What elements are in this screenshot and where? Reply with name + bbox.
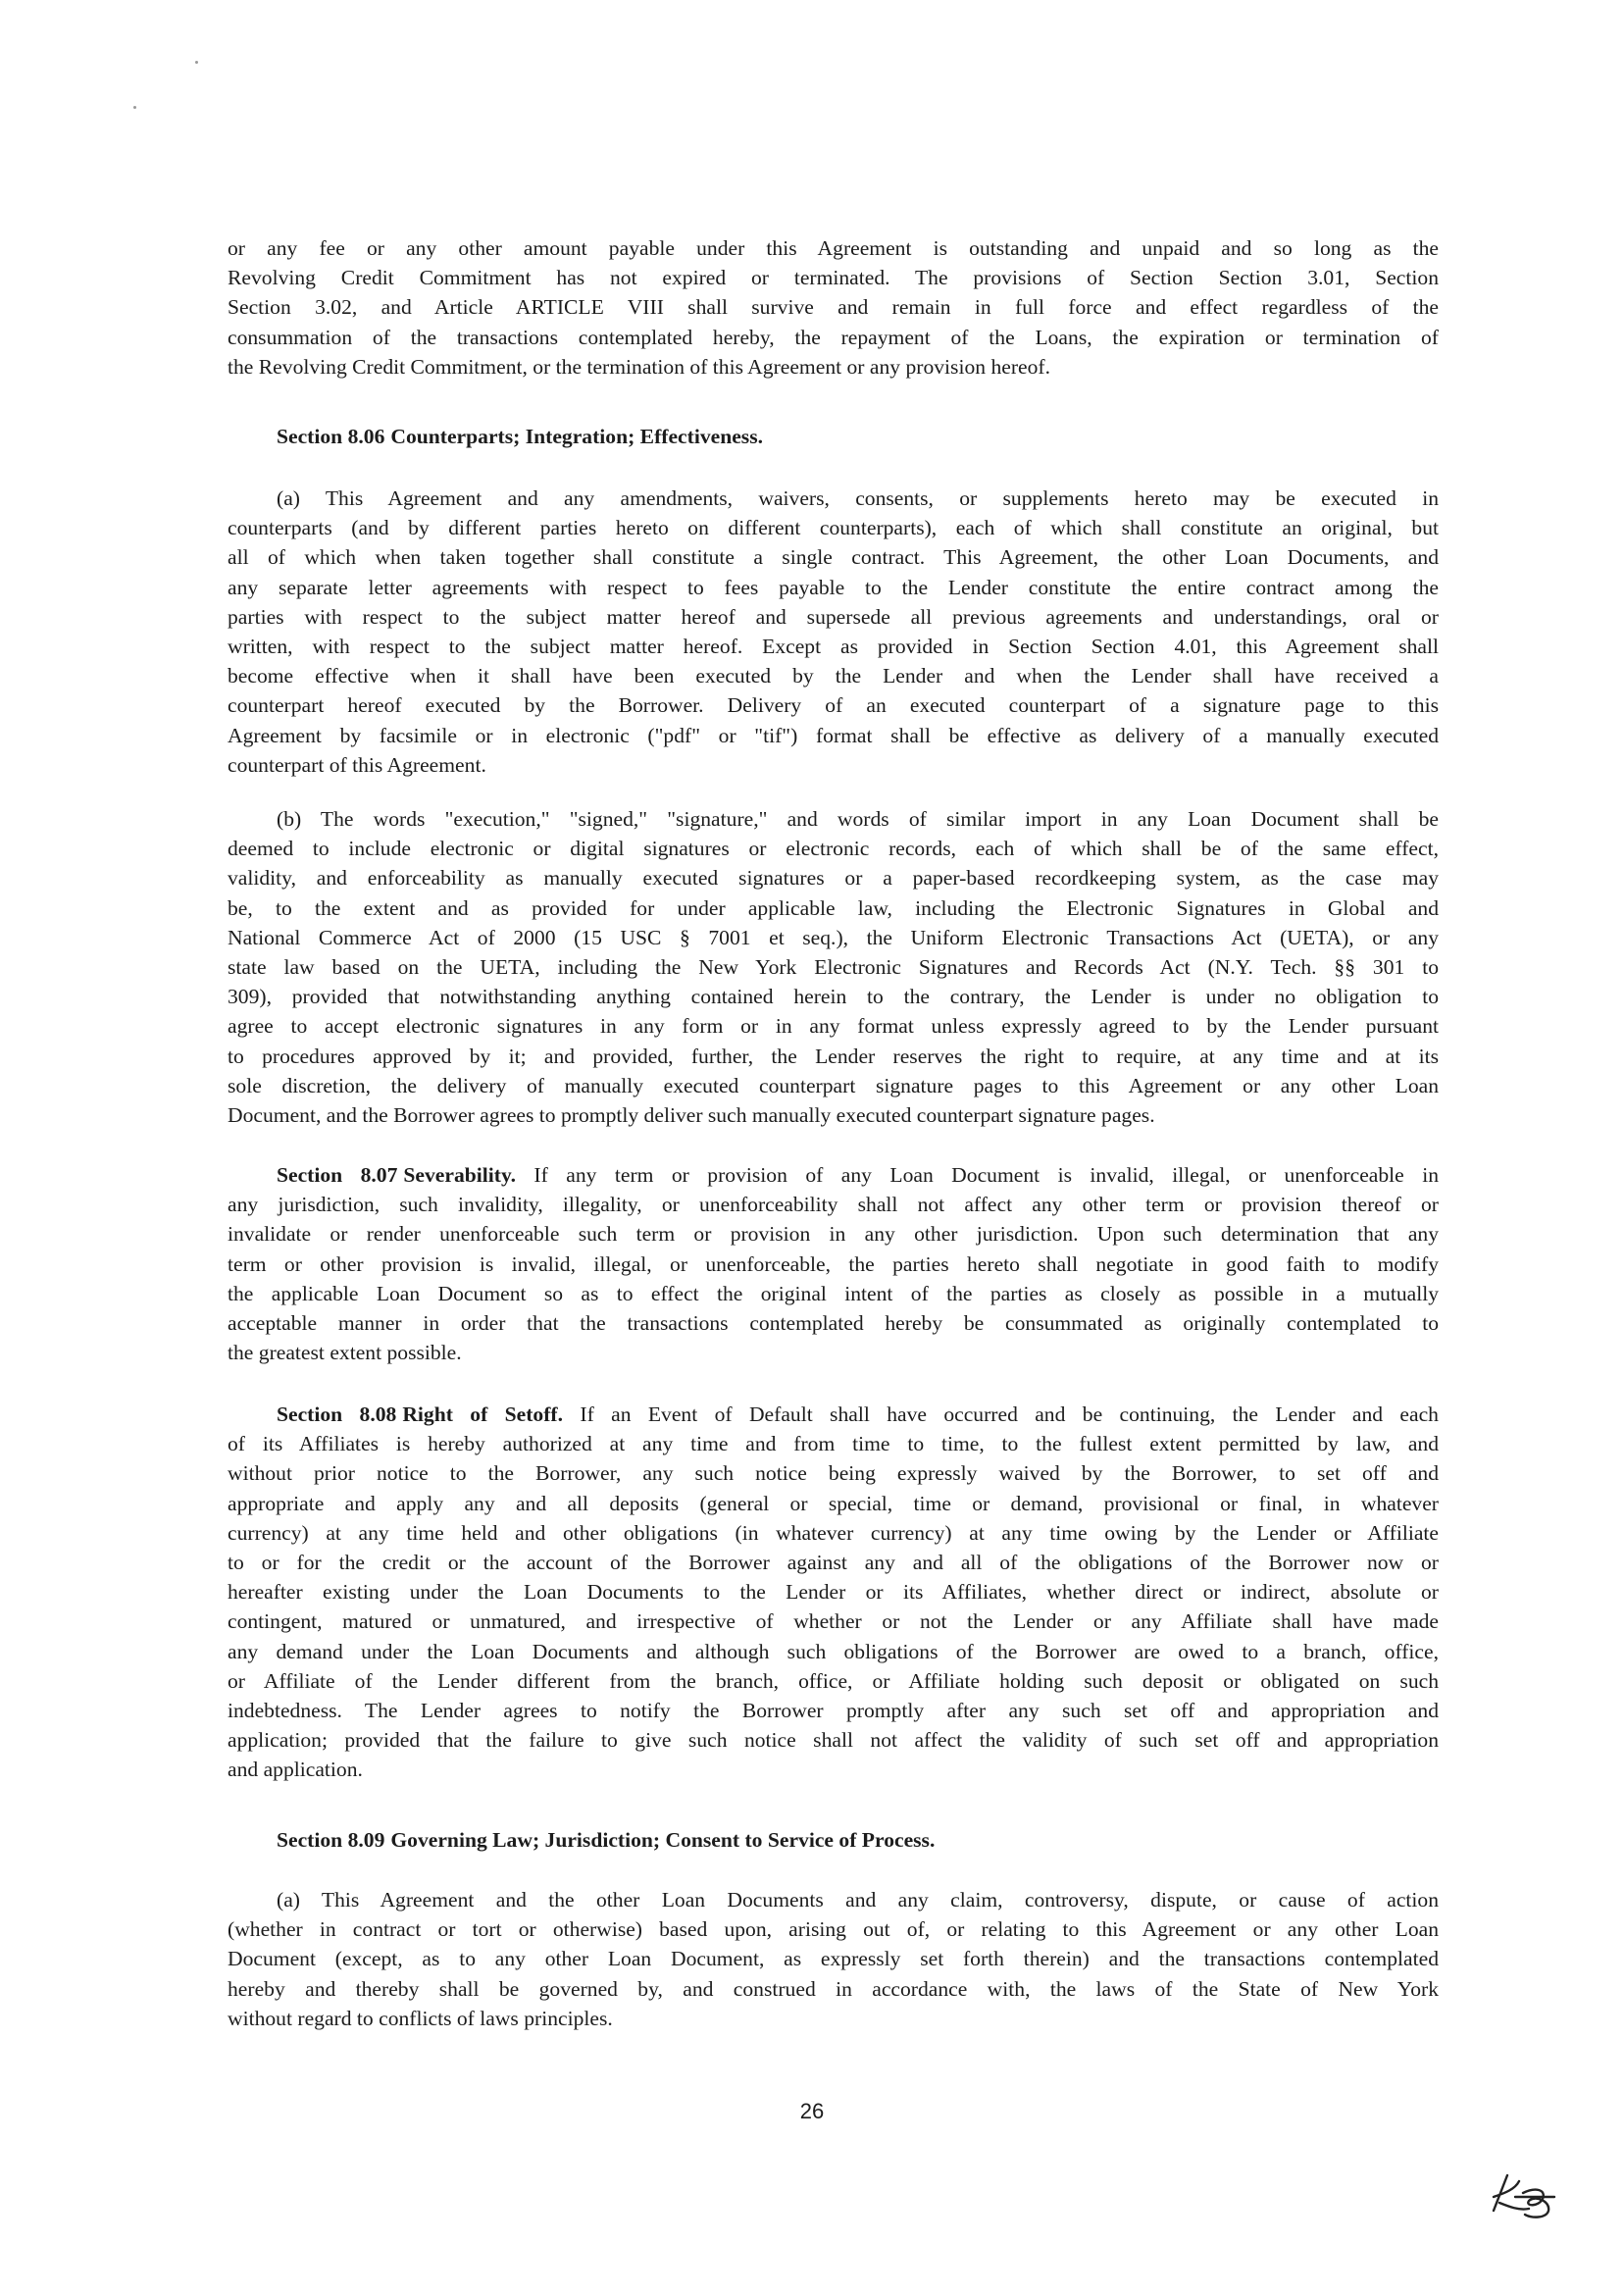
text-line: counterpart hereof executed by the Borrower. Delivery of an executed counterpart of a signature page to this: [228, 693, 1439, 718]
text-line: term or other provision is invalid, illegal, or unenforceable, the parties hereto shall negotiate in good faith to modify: [228, 1251, 1439, 1276]
text-line: to procedures approved by it; and provided, further, the Lender reserves the right to require, at any time and at its: [228, 1044, 1439, 1068]
text-line: any jurisdiction, such invalidity, illegality, or unenforceability shall not affect any other term or provision thereof or: [228, 1193, 1439, 1217]
text-line: application; provided that the failure to give such notice shall not affect the validity of such set off and appropriation: [228, 1728, 1439, 1753]
paragraph-continuation: [228, 233, 1439, 382]
line-text: If any term or provision of any Loan Document is invalid, illegal, or unenforceable in: [533, 1163, 1439, 1187]
scan-speck: [133, 106, 136, 109]
section-number: Section 8.06: [277, 425, 385, 448]
text-line: Document (except, as to any other Loan Document, as expressly set forth therein) and the transactions contemplated: [228, 1947, 1439, 1971]
text-line: [228, 1825, 1439, 1855]
text-line: any separate letter agreements with respect to fees payable to the Lender constitute the entire contract among the: [228, 575, 1439, 599]
text-line: parties with respect to the subject matter hereof and supersede all previous agreements and understandings, oral or: [228, 604, 1439, 629]
text-line: without prior notice to the Borrower, any such notice being expressly waived by the Borrower, to set off and: [228, 1461, 1439, 1486]
text-line: appropriate and apply any and all deposits (general or special, time or demand, provisional or final, in whatever: [228, 1491, 1439, 1515]
text-line: (a) This Agreement and the other Loan Documents and any claim, controversy, dispute, or cause of action: [277, 1888, 1439, 1912]
text-line: [228, 1400, 1439, 1429]
text-line: National Commerce Act of 2000 (15 USC § 7001 et seq.), the Uniform Electronic Transactions Act (UETA), or any: [228, 925, 1439, 949]
section-8-08: [228, 1400, 1439, 1784]
section-8-09-a: [228, 1885, 1439, 2033]
text-line: the Revolving Credit Commitment, or the termination of this Agreement or any provision hereof.: [228, 354, 1050, 379]
text-line: (b) The words "execution," "signed," "signature," and words of similar import in any Loan Document shall be: [277, 807, 1439, 831]
page-number: 26: [799, 2099, 825, 2123]
text-line: acceptable manner in order that the transactions contemplated hereby be consummated as originally contemplated to: [228, 1310, 1439, 1335]
text-line: counterparts (and by different parties hereto on different counterparts), each of which shall constitute an original, but: [228, 516, 1439, 540]
text-line: the greatest extent possible.: [228, 1341, 462, 1365]
text-line: contingent, matured or unmatured, and irrespective of whether or not the Lender or any Affiliate shall have made: [228, 1609, 1439, 1634]
text-line: indebtedness. The Lender agrees to notify the Borrower promptly after any such set off and appropriation and: [228, 1698, 1439, 1722]
text-line: or Affiliate of the Lender different from the branch, office, or Affiliate holding such deposit or obligated on such: [228, 1668, 1439, 1693]
section-title: Governing Law; Jurisdiction; Consent to Service of Process.: [390, 1828, 936, 1852]
text-line: validity, and enforceability as manually executed signatures or a paper-based recordkeeping system, as the case may: [228, 866, 1439, 891]
text-line: agree to accept electronic signatures in any form or in any format unless expressly agreed to by the Lender pursuant: [228, 1014, 1439, 1039]
text-line: deemed to include electronic or digital signatures or electronic records, each of which shall be of the same effect,: [228, 837, 1439, 861]
text-line: consummation of the transactions contemplated hereby, the repayment of the Loans, the expiration or termination of: [228, 325, 1439, 349]
section-8-07: [228, 1160, 1439, 1367]
text-line: written, with respect to the subject matter hereof. Except as provided in Section Section 4.01, this Agreement shall: [228, 634, 1439, 658]
section-number: Section 8.08: [277, 1402, 397, 1426]
text-line: become effective when it shall have been executed by the Lender and when the Lender shall have received a: [228, 664, 1439, 688]
text-line: be, to the extent and as provided for under applicable law, including the Electronic Signatures in Global and: [228, 895, 1439, 920]
text-line: Agreement by facsimile or in electronic ("pdf" or "tif") format shall be effective as delivery of a manually executed: [228, 723, 1439, 747]
text-line: sole discretion, the delivery of manually executed counterpart signature pages to this Agreement or any other Loan: [228, 1073, 1439, 1097]
text-line: Document, and the Borrower agrees to promptly deliver such manually executed counterpart signature pages.: [228, 1102, 1155, 1127]
text-line: state law based on the UETA, including the New York Electronic Signatures and Records Act (N.Y. Tech. §§ 301 to: [228, 954, 1439, 979]
text-line: counterpart of this Agreement.: [228, 752, 486, 777]
text-line: any demand under the Loan Documents and although such obligations of the Borrower are owed to a branch, office,: [228, 1639, 1439, 1663]
text-line: (whether in contract or tort or otherwise) based upon, arising out of, or relating to this Agreement or any other Loan: [228, 1917, 1439, 1942]
text-line: without regard to conflicts of laws principles.: [228, 2006, 613, 2030]
scan-speck: [195, 61, 198, 64]
text-line: Section 3.02, and Article ARTICLE VIII shall survive and remain in full force and effect regardless of the: [228, 295, 1439, 320]
section-8-06-heading: [228, 422, 1439, 451]
text-line: (a) This Agreement and any amendments, waivers, consents, or supplements hereto may be executed in: [277, 486, 1439, 510]
section-title: Severability.: [403, 1163, 516, 1187]
line-text: If an Event of Default shall have occurred and be continuing, the Lender and each: [580, 1402, 1439, 1426]
text-line: to or for the credit or the account of the Borrower against any and all of the obligations of the Borrower now or: [228, 1550, 1439, 1574]
text-line: Revolving Credit Commitment has not expired or terminated. The provisions of Section Section 3.01, Section: [228, 266, 1439, 290]
text-line: or any fee or any other amount payable under this Agreement is outstanding and unpaid and so long as the: [228, 236, 1439, 260]
section-8-09-heading: [228, 1825, 1439, 1855]
text-line: [228, 1160, 1439, 1190]
text-line: [228, 422, 1439, 451]
text-line: hereafter existing under the Loan Documents to the Lender or its Affiliates, whether direct or indirect, absolute or: [228, 1580, 1439, 1605]
text-line: 309), provided that notwithstanding anything contained herein to the contrary, the Lender is under no obligation to: [228, 985, 1439, 1009]
section-title: Counterparts; Integration; Effectiveness.: [390, 425, 763, 448]
section-number: Section 8.09: [277, 1828, 385, 1852]
section-title: Right of Setoff.: [402, 1402, 563, 1426]
text-line: of its Affiliates is hereby authorized at any time and from time to time, to the fullest extent permitted by law, and: [228, 1432, 1439, 1456]
section-8-06-a: [228, 484, 1439, 780]
text-line: currency) at any time held and other obligations (in whatever currency) at any time owing by the Lender or Affiliate: [228, 1520, 1439, 1545]
text-line: the applicable Loan Document so as to effect the original intent of the parties as closely as possible in a mutually: [228, 1281, 1439, 1305]
signature-initials: [1486, 2167, 1564, 2231]
text-line: and application.: [228, 1758, 363, 1782]
text-line: all of which when taken together shall constitute a single contract. This Agreement, the other Loan Documents, and: [228, 545, 1439, 570]
section-number: Section 8.07: [277, 1163, 398, 1187]
section-8-06-b: [228, 804, 1439, 1130]
text-line: hereby and thereby shall be governed by, and construed in accordance with, the laws of the State of New York: [228, 1976, 1439, 2001]
text-line: invalidate or render unenforceable such term or provision in any other jurisdiction. Upon such determination that any: [228, 1222, 1439, 1247]
